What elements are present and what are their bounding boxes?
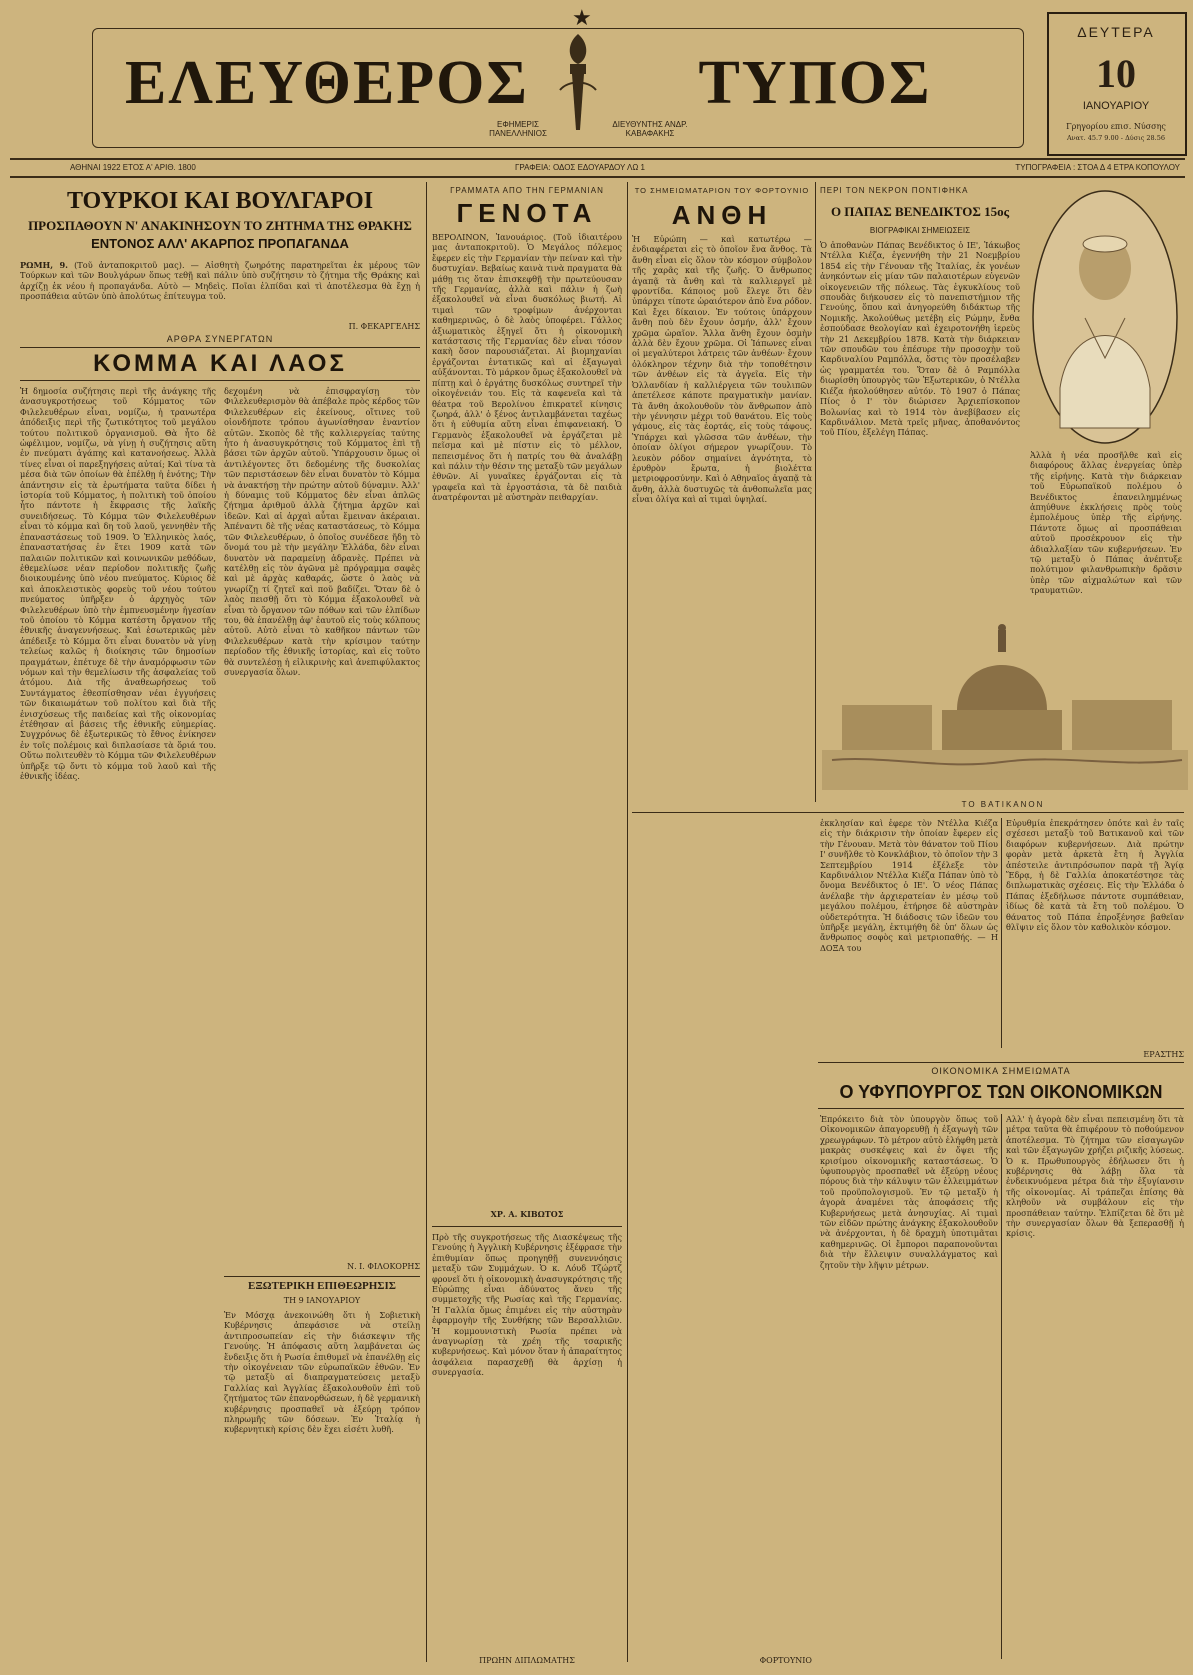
editorial-section: ΑΡΘΡΑ ΣΥΝΕΡΓΑΤΩΝ <box>166 334 274 344</box>
foreign-section: ΕΞΩΤΕΡΙΚΗ ΕΠΙΘΕΩΡΗΣΙΣ <box>248 1280 396 1292</box>
masthead-star-icon: ★ <box>572 6 592 31</box>
column-rule-1 <box>426 182 427 1662</box>
masthead-title-left: ΕΛΕΥΘΕΡΟΣ <box>125 49 529 117</box>
flowers-section: ΤΟ ΣΗΜΕΙΩΜΑΤΑΡΙΟΝ ΤΟΥ ΦΟΡΤΟΥΝΙΟ <box>634 186 810 195</box>
info-bar-center: ΓΡΑΦΕΙΑ: ΟΔΟΣ ΕΔΟΥΑΡΔΟΥ ΛΩ 1 <box>514 163 645 172</box>
pope-portrait-image <box>1030 188 1180 446</box>
editorial-col-1: Ἡ δημοσία συζήτησις περὶ τῆς ἀνάγκης τῆς ἀνασυγκροτήσεως τοῦ Κόμματος τῶν Φιλελευθέρων εἶναι, νομίζω, ἡ τρανωτέρα ἀπόδειξις περὶ τῆς ζωτικότητος τοῦ μεγάλου τούτου πολιτικοῦ ὀργανισμοῦ. Θὰ ἦτο δὲ ὠφέλιμον, νομίζω, νὰ γίνῃ ἡ συζήτησις αὕτη ἐν πνεύματι ἀγάπης καὶ κατανοήσεως. Ἀλλὰ τίνες εἶναι οἱ παρεξηγήσεις αὐταί; Καὶ τίνα τὰ μέσα διὰ τῶν ὁποίων θὰ ἐπέλθῃ ἡ ἐνότης; Τὴν ἀπάντησιν εἰς τὰ ἐρωτήματα ταῦτα δίδει ἡ ἱστορία τοῦ Κόμματος, ἡ πολιτικὴ τοῦ ὁποίου ἦτο πάντοτε ἡ ἔκφρασις τῆς λαϊκῆς συνειδήσεως. Τὸ Κόμμα τῶν Φιλελευθέρων εἶναι τὸ κόμμα καὶ δη τοῦ λαοῦ, γεννηθὲν τῆς ἐπαναστάσεως τοῦ 1909. Ὁ Ἑλληνικὸς λαός, ἐπαναστατήσας ἐν ἔτει 1909 κατὰ τῶν παλαιῶν πολιτικῶν καὶ κοινωνικῶν μεθόδων, ἐθεμελίωσε νέαν περίοδον πολιτικῆς ζωῆς διοικουμένης ὑπὸ νέου πνεύματος. Κύριος δὲ καὶ ἀποκλειστικὸς φορεὺς τοῦ νέου τούτου πνεύματος ὑπῆρξεν ὁ ἀρχηγὸς τῶν Φιλελευθέρων ὑπὸ τὴν ἐμπνευσμένην ἡγεσίαν τοῦ ὁποίου τὸ Κόμμα κατέστη ὄργανον τῆς ἐθνικῆς ἀναγεννήσεως. Καὶ ἐσωτερικῶς μὲν ἀπέδειξε τὸ Κόμμα ὅτι εἶναι δυνατὸν νὰ γίνῃ τελείως καλῶς ἡ διοίκησις τῶν δημοσίων πραγμάτων, ἐπέτυχε δὲ τὴν ἀναμόρφωσιν τῶν νόμων καὶ τὴν θεμελίωσιν τῆς ἀσφαλείας τοῦ ἀτόμου. Διὰ τῆς ἀναθεωρήσεως τοῦ Συντάγματος ἐθεσπίσθησαν νέαι ἐγγυήσεις τῶν δικαιωμάτων τοῦ πολίτου καὶ διὰ τῆς ἐνισχύσεως τῆς παιδείας καὶ τῆς οἰκονομίας ἐτέθησαν αἱ βάσεις τῆς ἐθνικῆς εὐημερίας. Συγχρόνως δὲ ἐξωτερικῶς τὸ ἔθνος ἐνίκησεν ἐν τοῖς πολέμοις καὶ διπλασίασε τὰ ὅριά του. Οὕτω πολιτευθὲν τὸ Κόμμα τῶν Φιλελευθέρων ὑπῆρξε τῷ ὄντι τὸ κόμμα τοῦ λαοῦ καὶ τῆς ἐθνικῆς ἰδέας. <box>20 386 216 782</box>
pope-side-text: Ἀλλὰ ἡ νέα προσῆλθε καὶ εἰς διαφόρους ἄλλας ἐνεργείας ὑπὲρ τῆς εἰρήνης. Κατὰ τὴν διάρκειαν τοῦ Εὐρωπαϊκοῦ πολέμου ὁ Βενέδικτος ἐπανειλημμένως ἀπηύθυνε ἐκκλήσεις πρὸς τοὺς ἐμπολέμους ὑπὲρ τῆς εἰρήνης. Πάντοτε ὅμως αἱ προσπάθειαι αὐτοῦ προσέκρουον εἰς τὴν ἀδιαλλαξίαν τῶν κυβερνήσεων. Ἐν τῷ μεταξὺ ὁ Πάπας ἀνέπτυξε πολύτιμον φιλανθρωπικὴν δρᾶσιν ὑπὲρ τῶν αἰχμαλώτων καὶ τῶν τραυματιῶν. <box>1030 450 1182 596</box>
pope-lower-rule <box>632 812 1184 813</box>
finance-rule-top <box>818 1062 1184 1063</box>
info-bar-left: ΑΘΗΝΑΙ 1922 ΕΤΟΣ Α' ΑΡΙΘ. 1800 <box>70 163 196 172</box>
torch-emblem-icon <box>558 30 598 140</box>
date-number: 10 <box>1096 51 1136 96</box>
pope-col-rule <box>1001 818 1002 1048</box>
date-month: ΙΑΝΟΥΑΡΙΟΥ <box>1082 100 1150 112</box>
finance-col-rule <box>1001 1114 1002 1659</box>
masthead-subtitle-right: ΔΙΕΥΘΥΝΤΗΣ ΑΝΔΡ. ΚΑΒΑΦΑΚΗΣ <box>612 120 688 138</box>
editorial-title-rule-top <box>20 347 420 348</box>
diaskepsis-signature: ΠΡΩΗΝ ΔΙΠΛΩΜΑΤΗΣ <box>479 1656 575 1665</box>
editorial-title: ΚΟΜΜΑ ΚΑΙ ΛΑΟΣ <box>93 350 347 377</box>
column-rule-2 <box>627 182 628 1662</box>
finance-title: Ο ΥΦΥΠΟΥΡΓΟΣ ΤΩΝ ΟΙΚΟΝΟΜΙΚΩΝ <box>839 1082 1163 1102</box>
pope-body: Ὁ ἀποθανὼν Πάπας Βενέδικτος ὁ ΙΕ', Ἰάκωβος Ντέλλα Κιέζα, ἐγεννήθη τὴν 21 Νοεμβρίου 1854 εἰς τὴν Γένουαν τῆς Ἰταλίας, ἐκ γονέων ἀνηκόντων εἰς μίαν τῶν παλαιοτέρων εὐγενῶν οἰκογενειῶν τῆς πόλεως. Τὰς ἐγκυκλίους τοῦ σπουδὰς διήκουσεν εἰς τὸ πανεπιστήμιον τῆς Γενούης, ὅπου καὶ ἀνηγορεύθη διδάκτωρ τῆς Νομικῆς. Ἀκολούθως μετέβη εἰς Ρώμην, ἔνθα ἐσπούδασε θεολογίαν καὶ ἐχειροτονήθη ἱερεὺς τὴν 21 Δεκεμβρίου 1878. Κατὰ τὴν διάρκειαν τῶν σπουδῶν του ἐπέσυρε τὴν προσοχὴν τοῦ Καρδιναλίου Ραμπόλλα, ὅστις τὸν προσέλαβεν ὡς γραμματέα του. Ὅταν δὲ ὁ Ραμπόλλα διωρίσθη ὑπουργὸς τῶν Ἐξωτερικῶν, ὁ Ντέλλα Κιέζα ἠκολούθησεν αὐτόν. Τὸ 1907 ὁ Πάπας Πίος ὁ Ι' τὸν διώρισεν Ἀρχιεπίσκοπον Βολωνίας καὶ τὸ 1914 τὸν ἀνεβίβασεν εἰς Καρδινάλιον. Μετὰ τρεῖς μῆνας, ἀποθανόντος τοῦ Πίου, ἐξελέγη Πάπας. <box>820 240 1020 438</box>
date-day: ΔΕΥΤΕΡΑ <box>1077 24 1155 40</box>
calendar-note: Γρηγορίου επισ. Νύσσης <box>1066 122 1166 131</box>
lead-subtitle-2: ΕΝΤΟΝΟΣ ΑΛΛ' ΑΚΑΡΠΟΣ ΠΡΟΠΑΓΑΝΔΑ <box>91 236 349 251</box>
masthead-subtitle-left: ΕΦΗΜΕΡΙΣ ΠΑΝΕΛΛΗΝΙΟΣ <box>489 120 547 138</box>
lead-body-text: (Τοῦ ἀνταποκριτοῦ μας). — Αἰσθητὴ ζωηρότης παρατηρεῖται ἐκ μέρους τῶν Τούρκων καὶ τῶν Βουλγάρων ὅπως τεθῇ καὶ πάλιν ὑπὸ συζήτησιν τὸ ζήτημα τῆς Θράκης καὶ ἀρχίζῃ ἐκ νέου ἡ προπαγάνδα. Αὐτὸ — Μηδεὶς. Ποῖαι ἐλπίδαι καὶ τὶ ἀποτέλεσμα θὰ ἔχῃ ἡ προσπάθεια αὐτῶν ὑπὸ ἀπολύτως ἐπίτευγμα τοῦ. <box>20 260 420 302</box>
flowers-signature: ΦΟΡΤΟΥΝΙΟ <box>759 1656 812 1665</box>
foreign-body: Ἐν Μόσχᾳ ἀνεκοινώθη ὅτι ἡ Σοβιετικὴ Κυβέρνησις ἀπεφάσισε νὰ στείλῃ ἀντιπροσωπείαν εἰς τὴν διάσκεψιν τῆς Γενούης. Ἡ ἀπόφασις αὕτη λαμβάνεται ὡς ἔνδειξις ὅτι ἡ Ρωσία ἐπιθυμεῖ νὰ ἐπανέλθῃ εἰς τὴν οἰκογένειαν τῶν εὐρωπαϊκῶν ἐθνῶν. Ἐν τῷ μεταξὺ αἱ διαπραγματεύσεις μεταξὺ Γαλλίας καὶ Ἀγγλίας ἐξακολουθοῦν ἐπὶ τοῦ ζητήματος τῶν ἐπανορθώσεων, ἡ δὲ γερμανικὴ κυβέρνησις προσπαθεῖ νὰ ἐξεύρῃ τρόπον πληρωμῆς τῶν δόσεων. Ἐν Ἰταλίᾳ ἡ κυβερνητικὴ κρίσις δὲν ἔχει εἰσέτι λυθῆ. <box>224 1310 420 1435</box>
vatican-image <box>822 610 1188 790</box>
pope-col-b: Εὐρυθμία ἐπεκράτησεν ὁπότε καὶ ἐν ταῖς σχέσεσι μεταξὺ τοῦ Βατικανοῦ καὶ τῶν διαφόρων κυβερνήσεων. Διὰ πρώτην φορὰν μετὰ ἀρκετὰ ἔτη ἡ Ἀγγλία ἀπέστειλε ἀντιπρόσωπον παρὰ τῇ Ἁγίᾳ Ἕδρᾳ, ἡ δὲ Γαλλία ἀποκατέστησε τὰς διπλωματικὰς σχέσεις. Εἰς τὴν Ἑλλάδα ὁ Πάπας ἐξεδήλωσε πάντοτε συμπάθειαν, ἰδίως δὲ κατὰ τὰ ἔτη τοῦ πολέμου. Ὁ θάνατος τοῦ Πάπα ἐπροξένησε βαθεῖαν θλῖψιν εἰς ὅλον τὸν καθολικὸν κόσμον. <box>1006 818 1184 933</box>
pope-subsection: ΒΙΟΓΡΑΦΙΚΑΙ ΣΗΜΕΙΩΣΕΙΣ <box>869 226 971 235</box>
lead-dateline: ΡΩΜΗ, 9. <box>20 260 68 270</box>
diaskepsis-body: Πρὸ τῆς συγκροτήσεως τῆς Διασκέψεως τῆς Γενούης ἡ Ἀγγλικὴ Κυβέρνησις ἐξέφρασε τὴν ἐπιθυμίαν ὅπως προηγηθῇ συνεννόησις μεταξὺ τῶν Συμμάχων. Ὁ κ. Λόυδ Τζώρτζ φρονεῖ ὅτι ἡ οἰκονομικὴ ἀνασυγκρότησις τῆς Εὐρώπης εἶναι ἀδύνατος ἄνευ τῆς συμμετοχῆς τῆς Ρωσίας καὶ τῆς Γερμανίας. Ἡ Γαλλία ὅμως ἐπιμένει εἰς τὴν αὐστηρὰν ἐφαρμογὴν τῆς Συνθήκης τῶν Βερσαλλιῶν. Ἡ κομμουνιστικὴ Ρωσία πρέπει νὰ ἀναγνωρίσῃ τὰ χρέη τῆς τσαρικῆς κυβερνήσεως. Καὶ μόνον ὅταν ἡ ἀπαραίτητος ἀσφάλεια παρασχεθῇ θὰ ἀρχίσῃ ἡ συνεργασία. <box>432 1232 622 1378</box>
lead-signature: Π. ΦΕΚΑΡΓΕΛΗΣ <box>348 322 420 331</box>
editorial-signature: Ν. Ι. ΦΙΛΟΚΟΡΗΣ <box>347 1262 420 1271</box>
letters-title: ΓΕΝΟΤΑ <box>456 198 598 228</box>
pope-col-a: ἐκκλησίαν καὶ ἐφερε τὸν Ντέλλα Κιέζα εἰς τὴν διάκρισιν τὴν ὁποίαν ἔφερεν εἰς τὴν Γένουαν. Μετὰ τὸν θάνατον τοῦ Πίου Ι' συνῆλθε τὸ Κονκλάβιον, τὸ ὁποῖον τὴν 3 Σεπτεμβρίου 1914 ἐξέλεξε τὸν Καρδινάλιον Ντέλλα Κιέζα Πάπαν ὑπὸ τὸ ὄνομα Βενέδικτος ὁ ΙΕ'. Ὁ νέος Πάπας ἀνέλαβε τὴν ἀρχιερατείαν ἐν μέσῳ τοῦ μεγάλου πολέμου, ἐτήρησε δὲ αὐστηρὰν οὐδετερότητα. Ἡ διάδοσις τῶν ἰδεῶν του ὑπῆρξε μεγάλη, ἐκτιμήθη δὲ ὑπ' ὅλων ὡς ἄνθρωπος σοφὸς καὶ μετριοπαθής. — Η ΔΟΞΑ του <box>820 818 998 953</box>
editorial-title-rule-bottom <box>20 380 420 381</box>
finance-section: ΟΙΚΟΝΟΜΙΚΑ ΣΗΜΕΙΩΜΑΤΑ <box>931 1066 1071 1076</box>
foreign-date: ΤΗ 9 ΙΑΝΟΥΑΡΙΟΥ <box>283 1296 361 1305</box>
info-bar-right: ΤΥΠΟΓΡΑΦΕΙΑ : ΣΤΟΑ Δ 4 ΕΤΡΑ ΚΟΠΟΥΛΟΥ <box>1015 163 1180 172</box>
info-bar-top-rule <box>10 158 1185 160</box>
flowers-body: Ἡ Εὐρώπη — καὶ κατωτέρω — ἐνδιαφέρεται εἰς τὸ ὁποῖον ἔνα ἄνθος. Τὰ ἄνθη εἶναι εἰς ὅλον τὸν κόσμον σύμβολον τῆς χαρᾶς καὶ τῆς ζωῆς. Ὁ ἄνθρωπος ἀγαπᾷ τὰ ἄνθη καὶ τὰ καλλιεργεῖ μὲ φροντίδα. Κάποιος μοῦ ἔλεγε ὅτι δὲν ὑπάρχει τίποτε ὡραιότερον ἀπὸ ἕνα ρόδον. Καὶ ἔχει δίκαιον. Ἐν τούτοις ὑπάρχουν ἄνθη ποὺ δὲν ἔχουν ὀσμήν, ἀλλ' ἔχουν χρῶμα ὡραῖον. Ἄλλα ἄνθη ἔχουν ὀσμὴν ἀλλὰ δὲν ἔχουν χρῶμα. Οἱ Ἰάπωνες εἶναι οἱ μεγαλύτεροι λάτρεις τῶν ἀνθέων· ἔχουν ὁλόκληρον τέχνην διὰ τὴν τοποθέτησιν τῶν ἀνθέων εἰς τὰ ἀγγεῖα. Εἰς τὴν Ὀλλανδίαν ἡ καλλιέργεια τῶν τουλιπῶν ἀπετέλεσε κάποτε πραγματικὴν μανίαν. Τὰ ἄνθη ἀκολουθοῦν τὸν ἄνθρωπον ἀπὸ τὴν γέννησιν μέχρι τοῦ θανάτου. Εἰς τοὺς γάμους, εἰς τὰς ἑορτάς, εἰς τοὺς τάφους. Ὑπάρχει καὶ γλῶσσα τῶν ἀνθέων, τὴν ὁποίαν ὀλίγοι σήμερον γνωρίζουν. Τὸ λευκὸν ρόδον σημαίνει ἁγνότητα, τὸ ἐρυθρὸν ἔρωτα, ἡ βιολέττα μετριοφροσύνην. Καὶ ὁ Αθηναῖος ἀγαπᾷ τὰ ἄνθη, ἀλλὰ δυστυχῶς τὰ ἀνθοπωλεῖα μας εἶναι ὀλίγα καὶ αἱ τιμαὶ ὑψηλαί. <box>632 234 812 505</box>
finance-col-a: Ἐπρόκειτο διὰ τὸν ὑπουργὸν ὅπως τοῦ Οἰκονομικῶν ἀπαγορευθῇ ἡ ἐξαγωγὴ τῶν χρεωγράφων. Τὸ μέτρον αὐτὸ ἐλήφθη μετὰ μακρὰς συσκέψεις καὶ ἐν ὄψει τῆς κρισίμου οἰκονομικῆς καταστάσεως. Ὁ ὑφυπουργὸς προσπαθεῖ νὰ ἐξεύρῃ νέους πόρους διὰ τὴν κάλυψιν τῶν ἐλλειμμάτων τοῦ προϋπολογισμοῦ. Ἐν τῷ μεταξὺ ἡ ἀγορὰ ἀναμένει τὰς ἀποφάσεις τῆς Κυβερνήσεως μετὰ ἀνησυχίας. Αἱ τιμαὶ τῶν εἰδῶν πρώτης ἀνάγκης ἐξακολουθοῦν νὰ ἀνέρχονται, ἡ δὲ δραχμὴ ὑποτιμᾶται καθημερινῶς. Οἱ ἔμποροι παραπονοῦνται διὰ τὴν ἔλλειψιν συναλλάγματος καὶ ζητοῦν τὴν λῆψιν μέτρων. <box>820 1114 998 1270</box>
info-bar-bottom-rule <box>10 176 1185 178</box>
letters-section: ΓΡΑΜΜΑΤΑ ΑΠΟ ΤΗΝ ΓΕΡΜΑΝΙΑΝ <box>450 186 604 195</box>
finance-col-b: Αλλ' ἡ ἀγορὰ δὲν εἶναι πεπεισμένη ὅτι τὰ μέτρα ταῦτα θὰ ἐπιφέρουν τὸ ποθούμενον ἀποτέλεσμα. Τὸ ζήτημα τῶν εἰσαγωγῶν καὶ τῶν ἐξαγωγῶν χρήζει ριζικῆς λύσεως. Ὁ κ. Πρωθυπουργὸς ἐδήλωσεν ὅτι ἡ κυβέρνησις θὰ λάβῃ ὅλα τὰ ἐνδεικνυόμενα μέτρα διὰ τὴν ἐξυγίανσιν τῆς οἰκονομίας. Αἱ τράπεζαι ἐπίσης θὰ κληθοῦν νὰ συμβάλουν εἰς τὴν προσπάθειαν ταύτην. Ἐλπίζεται δὲ ὅτι μὲ τὴν συνεργασίαν ὅλων θὰ ξεπερασθῇ ἡ κρίσις. <box>1006 1114 1184 1239</box>
masthead-title-right: ΤΥΠΟΣ <box>698 49 932 117</box>
diaskepsis-rule <box>432 1226 622 1227</box>
foreign-rule <box>224 1276 420 1277</box>
vatican-caption: ΤΟ ΒΑΤΙΚΑΝΟΝ <box>961 800 1045 809</box>
letters-signature: ΧΡ. Α. ΚΙΒΩΤΟΣ <box>490 1209 564 1219</box>
pope-signature: ΕΡΑΣΤΗΣ <box>1143 1050 1184 1059</box>
pope-section: ΠΕΡΙ ΤΟΝ ΝΕΚΡΟΝ ΠΟΝΤΙΦΗΚΑ <box>820 186 969 195</box>
column-rule-3 <box>815 182 816 802</box>
lead-subtitle: ΠΡΟΣΠΑΘΟΥΝ Ν' ΑΝΑΚΙΝΗΣΟΥΝ ΤΟ ΖΗΤΗΜΑ ΤΗΣ ΘΡΑΚΗΣ <box>28 218 412 233</box>
pope-title: Ο ΠΑΠΑΣ ΒΕΝΕΔΙΚΤΟΣ 15ος <box>830 204 1010 219</box>
finance-rule-bottom <box>818 1108 1184 1109</box>
flowers-title: ΑΝΘΗ <box>671 200 773 230</box>
lead-title: ΤΟΥΡΚΟΙ ΚΑΙ ΒΟΥΛΓΑΡΟΙ <box>66 188 374 214</box>
letters-body: ΒΕΡΟΛΙΝΟΝ, Ἰανουάριος. (Τοῦ ἰδιαιτέρου μας ἀνταποκριτοῦ). Ὁ Μεγάλος πόλεμος ἔφερεν εἰς τὴν Γερμανίαν τὴν πείναν καὶ τὴν δυστυχίαν. Βεβαίως καινὰ τινὰ πραγματα θὰ μάθῃ τις ὅταν ἐπισκεφθῇ τὴν πρωτεύουσαν τῆς Γερμανίας, ἀλλὰ καὶ πάλιν ἡ ζωὴ ἐξακολουθεῖ νὰ εἶναι δυσκόλως βιωτή. Αἱ τιμαὶ τῶν τροφίμων ἀνέρχονται καθημερινῶς, ὁ δὲ λαὸς ὑποφέρει. Γάλλος ἀξιωματικὸς ἐξηγεῖ ὅτι ἡ οἰκονομικὴ κατάστασις τῆς Γερμανίας δὲν εἶναι τόσον κακὴ ὅσον παρουσιάζεται. Αἱ βιομηχανίαι ἐργάζονται ἐντατικῶς καὶ αἱ ἐξαγωγαὶ αὐξάνονται. Τὸ μάρκον ὅμως ἐξακολουθεῖ νὰ πίπτῃ καὶ ὁ ἐργάτης δυσκόλως συντηρεῖ τὴν οἰκογένειάν του. Εἰς τὰ καφενεῖα καὶ τὰ θέατρα τοῦ Βερολίνου ἐπικρατεῖ κίνησις ζωηρά, ἀλλ' ὁ ξένος ἀντιλαμβάνεται ταχέως ὅτι ἡ εὐθυμία αὕτη εἶναι ἐπιφανειακή. Ὁ Γερμανὸς ἐξακολουθεῖ νὰ ἐργάζεται μὲ πεῖσμα καὶ μὲ πίστιν εἰς τὸ μέλλον, πεπεισμένος ὅτι ἡ πατρίς του θὰ ἀναλάβῃ καὶ πάλιν τὴν θέσιν της μεταξὺ τῶν μεγάλων ἐθνῶν. Αἱ γυναῖκες ἐργάζονται εἰς τὰ γραφεῖα καὶ τὰ ἐργοστάσια, τὰ δὲ παιδιὰ ἀνατρέφονται μὲ αὐστηρὰν πειθαρχίαν. <box>432 232 622 503</box>
lead-body <box>20 260 420 322</box>
editorial-col-2: δεχομένη νὰ ἐπισφραγίσῃ τὸν Φιλελευθερισμὸν θὰ ἀπέβαλε πρὸς κέρδος τῶν Φιλελευθέρων εἰς ἐκείνους, οἵτινες τοῦ οἰονδήποτε τρόπου ἀγωνίσθησαν ἐναντίον αὐτῶν. Σκοπὸς δὲ τῆς καλλιεργείας ταύτης ἦτο ἡ ἀνασυγκρότησις τοῦ Κόμματος ἐπὶ τῇ βάσει τῶν ἀρχῶν αὐτοῦ. Ὑπάρχουσιν ὅμως οἱ ἀντιλέγοντες ὅτι δεδομένης τῆς δυσκολίας τῶν περιστάσεων δὲν εἶναι δυνατὸν τὸ Κόμμα νὰ ἀνακτήσῃ τὴν πρώτην αὐτοῦ δύναμιν. Ἀλλ' ἡ δύναμις τοῦ Κόμματος δὲν εἶναι ἁπλῶς ζήτημα ἀριθμοῦ ἀλλὰ ζήτημα ἀρχῶν καὶ ἰδεῶν. Καὶ αἱ ἀρχαὶ αὗται ἔμειναν ἀκέραιαι. Ἀπέναντι δὲ τῆς νέας καταστάσεως, τὸ Κόμμα τῶν Φιλελευθέρων, ὁ ὁποῖος συνέδεσε ἤδη τὸ ὄνομά του μὲ τὴν μεγάλην Ἑλλάδα, δὲν εἶναι δυνατὸν νὰ παραμείνῃ ἀδρανὲς. Πρέπει νὰ κατέλθῃ εἰς τὸν ἀγῶνα μὲ πρόγραμμα σαφὲς καὶ μὲ ἀρχὰς καθαράς, ὥστε ὁ λαὸς νὰ γνωρίζῃ τί ζητεῖ καὶ ποῦ βαδίζει. Ὅταν δὲ ὁ λαὸς πεισθῇ ὅτι τὸ Κόμμα ἐξακολουθεῖ νὰ εἶναι τὸ ὄργανον τῶν πόθων καὶ τῶν ἐλπίδων του, θὰ ἐπανέλθῃ ἀφ' ἑαυτοῦ εἰς τοὺς κόλπους αὐτοῦ. Αὐτὸ εἶναι τὸ καθῆκον πάντων τῶν Φιλελευθέρων κατὰ τὴν κρίσιμον ταύτην περίοδον τῆς ἐθνικῆς ἱστορίας, καὶ εἰς τοῦτο θὰ συντελέσῃ ἡ εἰλικρινὴς καὶ ἀνεπιφύλακτος συνεργασία ὅλων. <box>224 386 420 677</box>
calendar-sun: Ανατ. 45.7 9.00 - Δύσις 28.56 <box>1066 134 1166 142</box>
